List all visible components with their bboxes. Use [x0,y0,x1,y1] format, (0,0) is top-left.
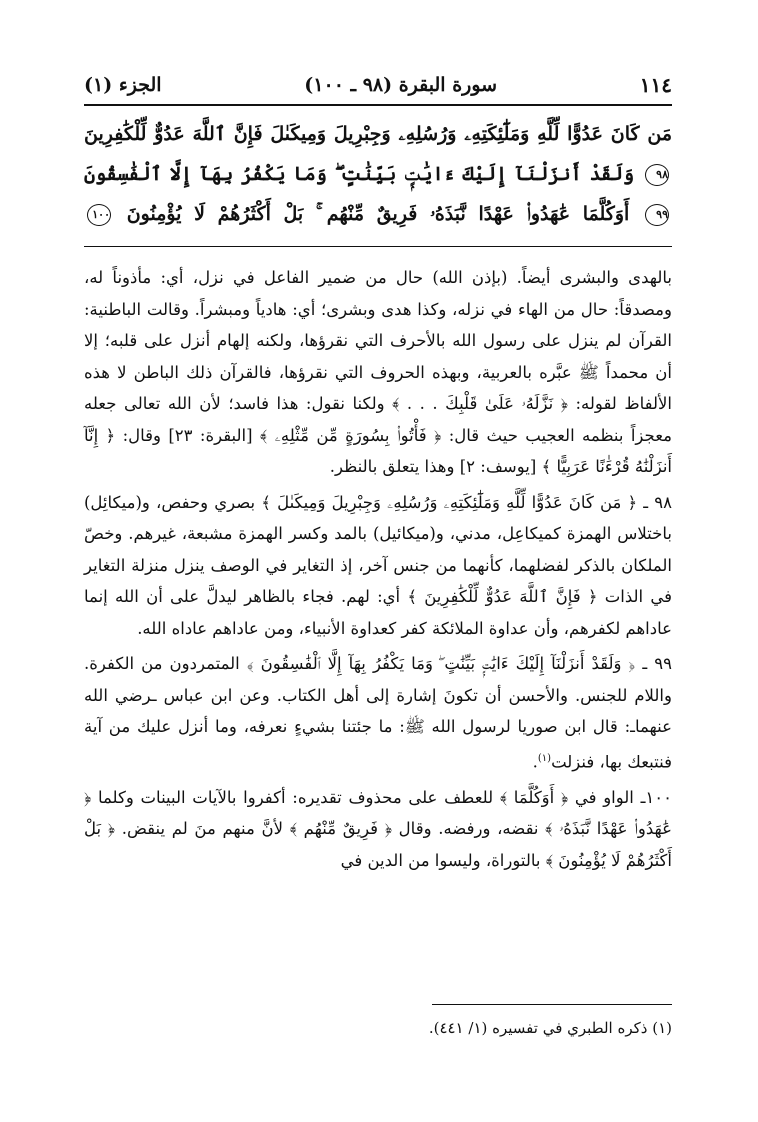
page-header [84,68,672,102]
header-rule [84,104,672,106]
ayah-end-marker: ٩٨ [645,164,669,186]
verses-rule [84,246,672,247]
verses-text [84,114,672,234]
commentary-99-end: . [532,752,538,771]
commentary-paragraph-98: ٩٨ ـ ﴿ مَن كَانَ عَدُوًّا لِّلَّهِ وَمَلَٰٓئِكَتِهِۦ وَرُسُلِهِۦ وَجِبْرِيلَ وَمِيكَىٰلَ ﴾ بصري وحفص، و(ميكائِل) باختلاس الهمزة كميكاعِل، مدني، و(ميكائيل) بالمد وكسر الهمزة مشبعة، غيرهم. وخصّ الملكان بالذكر لفضلهما، كأنهما من جنس آخر، إذ التغاير في الوصف ينزل منزلة التغاير في الذات ﴿ فَإِنَّ ٱللَّهَ عَدُوٌّ لِّلْكَٰفِرِينَ ﴾ أي: لهم. فجاء بالظاهر ليدلَّ على أن الله إنما عاداهم لكفرهم، وأن عداوة الملائكة كفر كعداوة الأنبياء، ومن عاداهم عاداه الله. [84,492,672,638]
ayah-end-marker: ١٠٠ [87,204,111,226]
page-number: ١١٤ [639,73,672,97]
footnote-reference: (١) [537,752,552,764]
verse-100: أَوَكُلَّمَا عَٰهَدُوا۟ عَهْدًا نَّبَذَهُۥ فَرِيقٌ مِّنْهُم ۚ بَلْ أَكْثَرُهُمْ لَا يُؤْمِنُونَ [126,203,630,225]
ayah-end-marker: ٩٩ [645,204,669,226]
quran-verses-block [84,114,672,236]
commentary-paragraph-99 [84,648,672,778]
surah-range-title: سورة البقرة (٩٨ ـ ١٠٠) [304,74,498,96]
footnote-rule [432,1004,672,1005]
commentary-99-text: ٩٩ ـ ﴿ وَلَقَدْ أَنزَلْنَآ إِلَيْكَ ءَايَٰتٍۭ بَيِّنَٰتٍ ۖ وَمَا يَكْفُرُ بِهَآ إِلَّا ٱلْفَٰسِقُونَ ﴾ المتمردون من الكفرة. واللام للجنس. والأحسن أن تكونَ إشارة إلى أهل الكتاب. وعن ابن عباس ـرضي الله عنهماـ: قال ابن صوريا لرسول الله ﷺ: ما جئتنا بشيءٍ نعرفه، وما أنزل عليك من آية فنتبعك بها، فنزلت [84,654,672,771]
tafsir-commentary [84,262,672,876]
footnote: (١) ذكره الطبري في تفسيره (١/ ٤٤١). [428,1019,672,1037]
commentary-paragraph-100: ١٠٠ـ الواو في ﴿ أَوَكُلَّمَا ﴾ للعطف على محذوف تقديره: أكفروا بالآيات البينات وكلما ﴿ عَٰهَدُوا۟ عَهْدًا نَّبَذَهُۥ ﴾ نقضه، ورفضه. وقال ﴿ فَرِيقٌ مِّنْهُم ﴾ لأنَّ منهم منَ لم ينقض. ﴿ بَلْ أَكْثَرُهُمْ لَا يُؤْمِنُونَ ﴾ بالتوراة، وليسوا من الدين في [84,787,672,870]
verse-99: وَلَقَدْ أَنزَلْنَآ إِلَيْكَ ءَايَٰتٍۭ بَيِّنَٰتٍ ۖ وَمَا يَكْفُرُ بِهَآ إِلَّا ٱلْفَٰسِقُونَ [84,163,635,185]
juz-label: الجزء (١) [84,74,162,96]
verse-98: مَن كَانَ عَدُوًّا لِّلَّهِ وَمَلَٰٓئِكَتِهِۦ وَرُسُلِهِۦ وَجِبْرِيلَ وَمِيكَىٰلَ فَإِنَّ ٱللَّهَ عَدُوٌّ لِّلْكَٰفِرِينَ [84,123,672,145]
commentary-paragraph-1: بالهدى والبشرى أيضاً. (بإذن الله) حال من ضمير الفاعل في نزل، أي: مأذوناً له، ومصدقاً: حال من الهاء في نزله، وكذا هدى وبشرى؛ أي: هادياً ومبشراً. وقالت الباطنية: القرآن لم ينزل على رسول الله بالأحرف التي نقرؤها، ولكنه إلهام أنزل على قلبه؛ إلا أن محمداً ﷺ عبَّره بالعربية، وبهذه الحروف التي نقرؤها، فالقرآن ذلك الباطن لا هذه الألفاظ لقوله: ﴿ نَزَّلَهُۥ عَلَىٰ قَلْبِكَ . . . ﴾ ولكنا نقول: هذا فاسد؛ لأن الله تعالى جعله معجزاً بنظمه العجيب حيث قال: ﴿ فَأْتُوا۟ بِسُورَةٍ مِّن مِّثْلِهِۦ ﴾ [البقرة: ٢٣] وقال: ﴿ إِنَّآ أَنزَلْنَٰهُ قُرْءَٰنًا عَرَبِيًّا ﴾ [يوسف: ٢] وهذا يتعلق بالنظر. [84,268,672,476]
